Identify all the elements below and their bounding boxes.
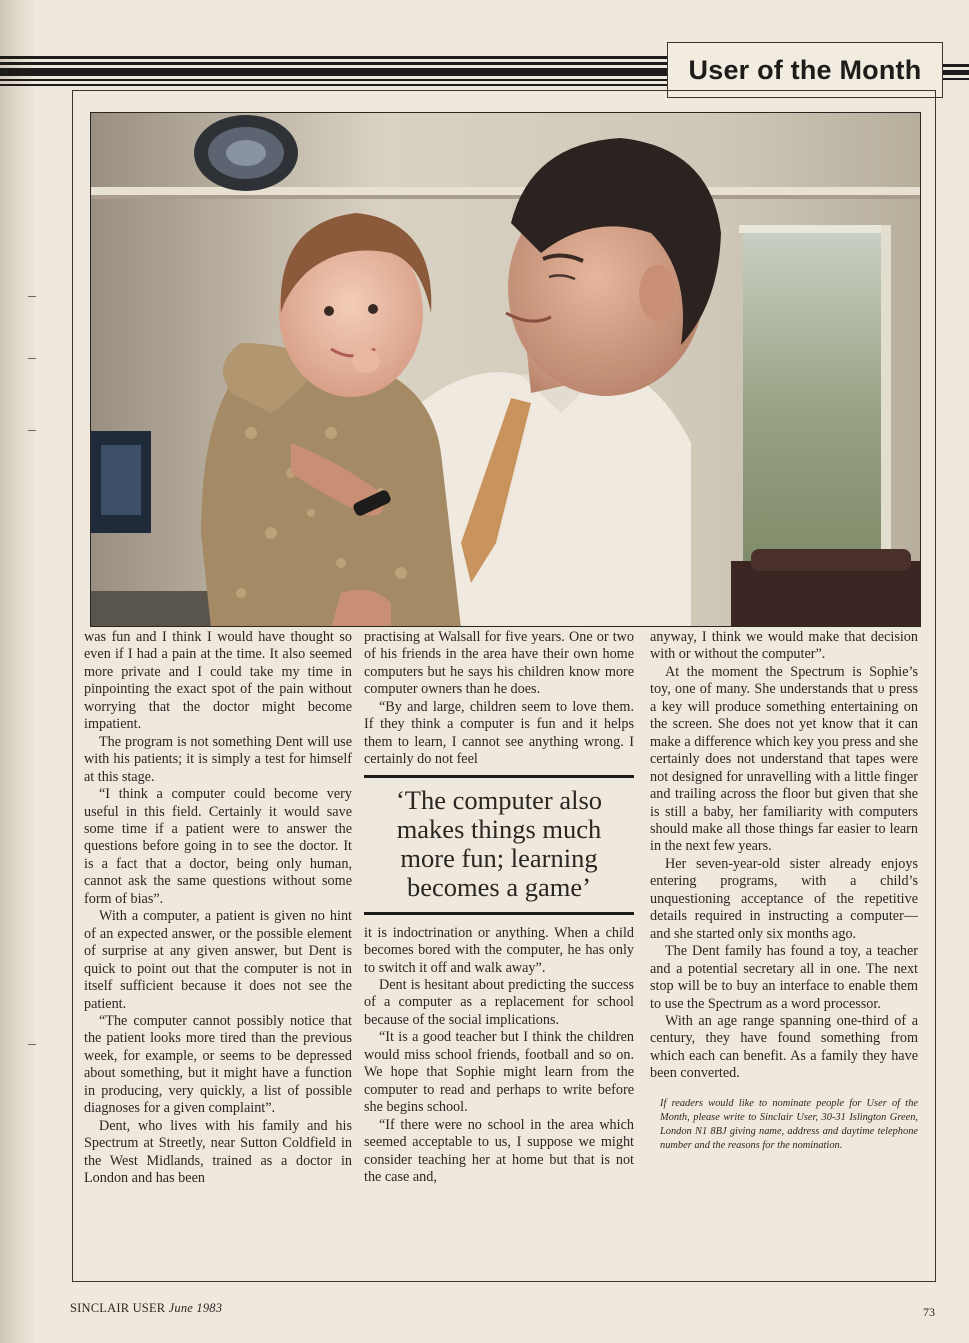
paragraph: “By and large, children seem to love them. If they think a computer is fun and it helps them to learn, I cannot see anything wrong. I certainly do not feel	[364, 698, 634, 768]
gutter-mark	[28, 430, 36, 431]
paragraph: Her seven-year-old sister already enjoys entering programs, with a child’s unquestioning acceptance of the repetitive details required in instructing a computer—and she started only six months ago.	[650, 855, 918, 942]
publication-name: SINCLAIR USER	[70, 1301, 166, 1315]
pull-quote	[364, 775, 634, 915]
gutter-mark	[28, 1044, 36, 1045]
paragraph: With an age range spanning one-third of a century, they have found something from which each can benefit. As a family they have been converted.	[650, 1012, 918, 1082]
section-title: User of the Month	[688, 54, 922, 85]
paragraph: “It is a good teacher but I think the children would miss school friends, football and so on. We hope that Sophie might learn from the computer to read and perhaps to write before she begins school.	[364, 1029, 634, 1116]
nomination-note: If readers would like to nominate people for User of the Month, please write to Sinclair User, 30-31 Islington Green, London N1 8BJ giving name, address and daytime telephone number and the reasons for the nomination.	[660, 1097, 918, 1151]
issue-date: June 1983	[168, 1301, 223, 1315]
gutter-mark	[28, 296, 36, 297]
paragraph: “The computer cannot possibly notice that the patient looks more tired than the previous week, for example, or seems to be depressed about something, but it might have a function in producing, very quickly, a list of possible diagnoses for a given complaint”.	[84, 1012, 352, 1117]
photo-illustration	[91, 113, 921, 627]
paragraph: “If there were no school in the area which seemed acceptable to us, I suppose we might consider teaching her at home but that is not the case and,	[364, 1116, 634, 1185]
gutter-mark	[28, 358, 36, 359]
pull-quote-text: ‘The computer also makes things much more fun; learning becomes a game’	[395, 784, 603, 902]
paragraph: Dent, who lives with his family and his Spectrum at Streetly, near Sutton Coldfield in the West Midlands, trained as a doctor in London and has been	[84, 1117, 352, 1187]
article-column-2	[364, 629, 634, 1186]
article-photo	[90, 112, 921, 627]
paragraph: Dent is hesitant about predicting the success of a computer as a replacement for school because of the social implications.	[364, 976, 634, 1028]
paragraph: was fun and I think I would have thought so even if I had a pain at the time. It also seemed more private and I could take my time in pinpointing the exact spot of the pain without worrying that the doctor might become impatient.	[84, 629, 352, 733]
paragraph: it is indoctrination or anything. When a child becomes bored with the computer, he has only to switch it off and walk away”.	[364, 924, 634, 976]
paragraph: “I think a computer could become very useful in this field. Certainly it would save some time if a patient were to answer the questions before going in to see the doctor. It is a fact that a doctor, being only human, cannot ask the same questions without some form of bias”.	[84, 786, 352, 907]
paragraph: The program is not something Dent will use with his patients; it is simply a test for himself at this stage.	[84, 733, 352, 785]
page-number: 73	[923, 1305, 935, 1319]
paragraph: At the moment the Spectrum is Sophie’s toy, one of many. She understands that υ press a key will produce something entertaining on the screen. She does not yet know that it can make a difference which key you press and she certainly does not understand that tapes were not designed for unravelling with a little finger and trailing across the floor but given that she is still a baby, her familiarity with computers should make all those things far easier to learn in the next few years.	[650, 663, 918, 855]
footer-publication	[70, 1301, 222, 1316]
paragraph: The Dent family has found a toy, a teacher and a potential secretary all in one. The next stop will be to buy an interface to enable them to use the Spectrum as a word processor.	[650, 943, 918, 1012]
paragraph: With a computer, a patient is given no hint of an expected answer, or the possible element of surprise at any given answer, but Dent is quick to point out that the computer is not in itself sufficient because it does not see the patient.	[84, 908, 352, 1012]
article-column-3	[650, 629, 918, 1153]
paragraph: practising at Walsall for five years. One or two of his friends in the area have their own home computers but he says his children know more computer owners than he does.	[364, 629, 634, 698]
article-column-1	[84, 629, 352, 1188]
paragraph: anyway, I think we would make that decision with or without the computer”.	[650, 629, 918, 663]
page-gutter	[0, 0, 34, 1343]
